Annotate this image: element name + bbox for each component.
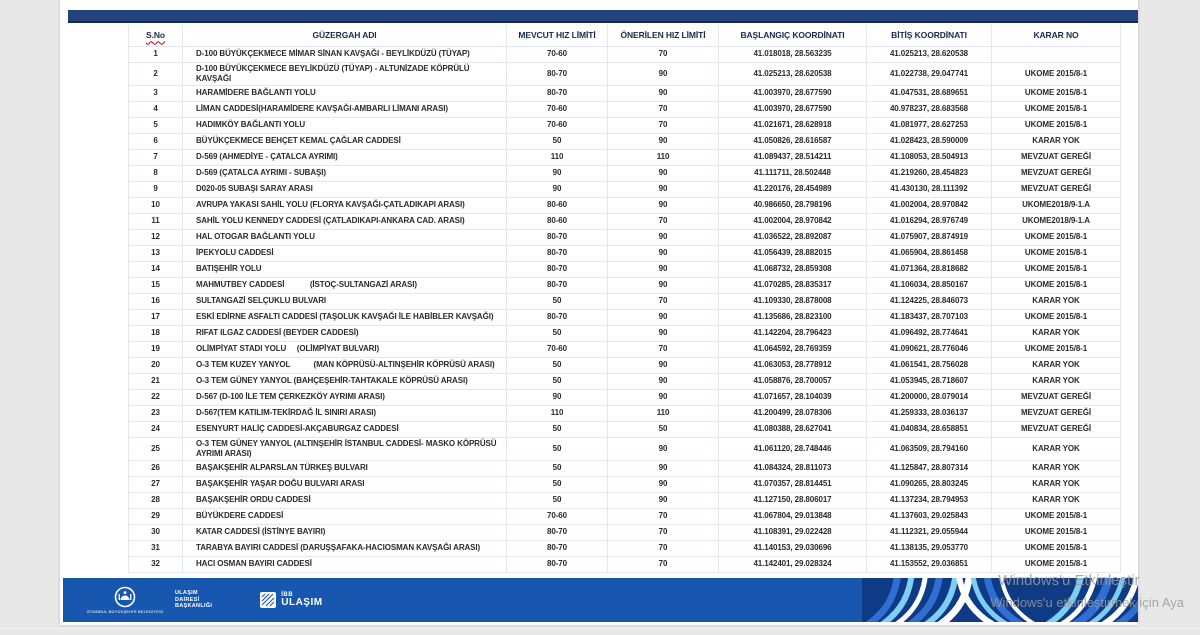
table-cell: 11 [129,213,183,229]
table-cell: BAŞAKŞEHİR ALPARSLAN TÜRKEŞ BULVARI [183,460,507,476]
table-cell: 50 [608,421,719,437]
table-cell: HAL OTOGAR BAĞLANTI YOLU [183,229,507,245]
table-cell: 50 [507,460,608,476]
table-cell: KARAR YOK [992,325,1121,341]
table-cell: 32 [129,556,183,572]
table-cell: 41.003970, 28.677590 [719,101,867,117]
table-row [129,524,1121,540]
table-row [129,556,1121,572]
table-cell: D-567(TEM KATILIM-TEKİRDAĞ İL SINIRI ARASI) [183,405,507,421]
bottom-divider [0,628,1200,629]
table-cell: MAHMUTBEY CADDESİ (İSTOÇ-SULTANGAZİ ARASI) [183,277,507,293]
table-cell: MEVZUAT GEREĞİ [992,181,1121,197]
table-cell: D020-05 SUBAŞI SARAY ARASI [183,181,507,197]
table-cell: 90 [608,181,719,197]
table-cell: 80-60 [507,197,608,213]
table-cell: ESKİ EDİRNE ASFALTI CADDESİ (TAŞOLUK KAVŞAĞI İLE HABİBLER KAVŞAĞI) [183,309,507,325]
table-row [129,46,1121,62]
table-cell: 70 [608,508,719,524]
table-cell: 41.142401, 29.028324 [719,556,867,572]
table-cell: 80-70 [507,245,608,261]
table-cell: 90 [608,62,719,85]
table-cell: 41.053945, 28.718607 [867,373,992,389]
table-cell: 41.084324, 28.811073 [719,460,867,476]
table-cell: 41.016294, 28.976749 [867,213,992,229]
table-row [129,460,1121,476]
table-cell: 41.065904, 28.861458 [867,245,992,261]
table-row [129,85,1121,101]
table-cell: 41.036522, 28.892087 [719,229,867,245]
dept-line: BAŞKANLIĞI [175,603,213,610]
table-cell: 50 [507,133,608,149]
table-title-bar [68,10,1138,23]
table-cell: O-3 TEM GÜNEY YANYOL (ALTINŞEHİR İSTANBUL CADDESİ- MASKO KÖPRÜSÜ AYRIMI ARASI) [183,437,507,460]
table-cell: KATAR CADDESİ (İSTİNYE BAYIRI) [183,524,507,540]
table-cell: 41.108053, 28.504913 [867,149,992,165]
table-cell: 41.125847, 28.807314 [867,460,992,476]
table-cell: UKOME 2015/8-1 [992,245,1121,261]
dept-line: ULAŞIM [175,590,198,597]
table-cell: İPEKYOLU CADDESİ [183,245,507,261]
table-cell: UKOME2018/9-1.A [992,213,1121,229]
table-row [129,213,1121,229]
table-cell: 41.002004, 28.970842 [867,197,992,213]
table-cell: 90 [608,229,719,245]
table-cell: 41.025213, 28.620538 [719,62,867,85]
table-cell: O-3 TEM KUZEY YANYOL (MAN KÖPRÜSÜ-ALTINŞEHİR KÖPRÜSÜ ARASI) [183,357,507,373]
footer-bar [63,578,1138,622]
table-cell: 50 [507,421,608,437]
table-cell: 41.063053, 28.778912 [719,357,867,373]
table-cell: KARAR YOK [992,357,1121,373]
table-cell: BÜYÜKÇEKMECE BEHÇET KEMAL ÇAĞLAR CADDESİ [183,133,507,149]
dept-line: DAİRESİ [175,596,200,603]
table-cell: 41.040834, 28.658851 [867,421,992,437]
transport-department-label [175,590,212,610]
table-cell: 41.109330, 28.878008 [719,293,867,309]
table-cell: BAŞAKŞEHİR YAŞAR DOĞU BULVARI ARASI [183,476,507,492]
table-cell: HARAMİDERE BAĞLANTI YOLU [183,85,507,101]
table-cell: UKOME 2015/8-1 [992,85,1121,101]
table-cell: KARAR YOK [992,460,1121,476]
table-cell: 41.106034, 28.850167 [867,277,992,293]
table-cell: 41.153552, 29.036851 [867,556,992,572]
table-cell: 90 [608,245,719,261]
table-cell: 41.259333, 28.036137 [867,405,992,421]
table-cell: 41.028423, 28.590009 [867,133,992,149]
table-cell: 40.978237, 28.683568 [867,101,992,117]
table-cell: 41.090621, 28.776046 [867,341,992,357]
ibb-logo-caption: İSTANBUL BÜYÜKŞEHİR BELEDİYESİ [86,609,164,614]
table-row [129,229,1121,245]
table-cell: 27 [129,476,183,492]
table-cell: KARAR YOK [992,373,1121,389]
table-cell: 41.127150, 28.806017 [719,492,867,508]
watermark-line1: Windows'u Etkinleştir [998,572,1140,589]
table-cell: 18 [129,325,183,341]
table-cell: 1 [129,46,183,62]
table-cell: 41.070357, 28.814451 [719,476,867,492]
table-cell: 9 [129,181,183,197]
table-cell: LİMAN CADDESİ(HARAMİDERE KAVŞAĞI-AMBARLI LİMANI ARASI) [183,101,507,117]
table-cell: MEVZUAT GEREĞİ [992,405,1121,421]
table-cell: 90 [608,165,719,181]
table-cell: 31 [129,540,183,556]
table-cell: 80-60 [507,213,608,229]
table-row [129,261,1121,277]
table-cell: 90 [608,197,719,213]
table-cell: 14 [129,261,183,277]
table-cell: 70 [608,117,719,133]
speed-limit-table [128,25,1120,573]
table-cell: D-569 (AHMEDİYE - ÇATALCA AYRIMI) [183,149,507,165]
table-cell: 41.021671, 28.628918 [719,117,867,133]
table-cell: 70 [608,213,719,229]
table-cell: 41.018018, 28.563235 [719,46,867,62]
table-cell: 41.047531, 28.689651 [867,85,992,101]
table-cell: O-3 TEM GÜNEY YANYOL (BAHÇEŞEHİR-TAHTAKALE KÖPRÜSÜ ARASI) [183,373,507,389]
table-cell: 80-70 [507,277,608,293]
table-cell: 80-70 [507,261,608,277]
table-row [129,421,1121,437]
table-cell: 23 [129,405,183,421]
table-cell: UKOME 2015/8-1 [992,540,1121,556]
table-row [129,405,1121,421]
table-row [129,357,1121,373]
table-cell: 40.986650, 28.798196 [719,197,867,213]
table-cell: 41.068732, 28.859308 [719,261,867,277]
brand-small-label: İBB [281,592,294,598]
table-cell: 41.080388, 28.627041 [719,421,867,437]
table-cell: D-100 BÜYÜKÇEKMECE BEYLİKDÜZÜ (TÜYAP) - ALTUNİZADE KÖPRÜLÜ KAVŞAĞI [183,62,507,85]
table-cell: 90 [608,460,719,476]
table-cell: D-100 BÜYÜKÇEKMECE MİMAR SİNAN KAVŞAĞI - BEYLİKDÜZÜ (TÜYAP) [183,46,507,62]
table-cell: 41.050826, 28.616587 [719,133,867,149]
table-cell: 41.071657, 28.104039 [719,389,867,405]
table-row [129,341,1121,357]
table-cell: D-567 (D-100 İLE TEM ÇERKEZKÖY AYRIMI ARASI) [183,389,507,405]
table-cell: UKOME 2015/8-1 [992,117,1121,133]
table-cell: RIFAT ILGAZ CADDESİ (BEYDER CADDESİ) [183,325,507,341]
table-cell: 41.135686, 28.823100 [719,309,867,325]
table-cell: KARAR YOK [992,437,1121,460]
table-cell: 41.002004, 28.970842 [719,213,867,229]
table-row [129,277,1121,293]
table-cell: 20 [129,357,183,373]
table-row [129,508,1121,524]
table-cell: 41.096492, 28.774641 [867,325,992,341]
table-cell: UKOME 2015/8-1 [992,101,1121,117]
table-cell: 90 [608,133,719,149]
table-cell: BATIŞEHİR YOLU [183,261,507,277]
table-cell: 22 [129,389,183,405]
table-row [129,325,1121,341]
table-row [129,373,1121,389]
table-cell: 8 [129,165,183,181]
table-row [129,101,1121,117]
table-cell: 90 [608,85,719,101]
ibb-emblem-icon [114,586,136,608]
table-cell: 10 [129,197,183,213]
table-cell: KARAR YOK [992,293,1121,309]
table-cell: 13 [129,245,183,261]
table-cell: 41.022738, 29.047741 [867,62,992,85]
table-cell: UKOME 2015/8-1 [992,261,1121,277]
table-cell: MEVZUAT GEREĞİ [992,165,1121,181]
table-cell: 5 [129,117,183,133]
table-cell: 110 [507,405,608,421]
table-cell: 70 [608,556,719,572]
table-cell: 50 [507,325,608,341]
table-cell: MEVZUAT GEREĞİ [992,149,1121,165]
table-cell: HADIMKÖY BAĞLANTI YOLU [183,117,507,133]
column-header: KARAR NO [992,25,1121,46]
watermark-line2: Windows'u etkinleştirmek için Aya [990,595,1184,610]
table-cell: 41.090265, 28.803245 [867,476,992,492]
table-cell: 28 [129,492,183,508]
table-cell: UKOME 2015/8-1 [992,341,1121,357]
table-cell: 80-70 [507,556,608,572]
table-cell: 41.142204, 28.796423 [719,325,867,341]
table-cell: 41.061541, 28.756028 [867,357,992,373]
table-cell: 15 [129,277,183,293]
table-cell: 50 [507,476,608,492]
table-cell: 29 [129,508,183,524]
table-cell: 110 [507,149,608,165]
table-cell: 19 [129,341,183,357]
table-cell: 90 [507,165,608,181]
table-row [129,165,1121,181]
table-row [129,197,1121,213]
table-cell: BAŞAKŞEHİR ORDU CADDESİ [183,492,507,508]
table-cell: 41.430130, 28.111392 [867,181,992,197]
table-cell: 26 [129,460,183,476]
table-row [129,62,1121,85]
table-cell: 110 [608,405,719,421]
table-row [129,181,1121,197]
table-cell: 41.089437, 28.514211 [719,149,867,165]
table-cell: 80-70 [507,524,608,540]
table-cell: 50 [507,437,608,460]
table-cell: 41.124225, 28.846073 [867,293,992,309]
table-cell: 70 [608,46,719,62]
brand-large-label: ULAŞIM [281,597,323,608]
table-cell: 7 [129,149,183,165]
table-cell: UKOME 2015/8-1 [992,508,1121,524]
table-cell: UKOME 2015/8-1 [992,62,1121,85]
table-cell: UKOME 2015/8-1 [992,277,1121,293]
table-cell: 41.067804, 29.013848 [719,508,867,524]
table-cell: 41.025213, 28.620538 [867,46,992,62]
table-cell: 90 [507,389,608,405]
table-cell: 90 [608,309,719,325]
table-cell: 41.056439, 28.882015 [719,245,867,261]
table-cell: 41.081977, 28.627253 [867,117,992,133]
table-cell: 25 [129,437,183,460]
table-row [129,245,1121,261]
table-row [129,492,1121,508]
table-cell: 80-70 [507,309,608,325]
table-cell: KARAR YOK [992,492,1121,508]
table-cell: 41.200000, 28.079014 [867,389,992,405]
table-cell: 2 [129,62,183,85]
table-cell: 70-60 [507,117,608,133]
table-cell: 41.140153, 29.030696 [719,540,867,556]
table-cell: 41.058876, 28.700057 [719,373,867,389]
table-cell: 41.061120, 28.748446 [719,437,867,460]
wave-pattern [862,578,1138,622]
table-cell: 41.137603, 29.025843 [867,508,992,524]
column-header: GÜZERGAH ADI [183,25,507,46]
table-cell: 70-60 [507,341,608,357]
table-cell: UKOME 2015/8-1 [992,309,1121,325]
table-cell: 110 [608,149,719,165]
table-body [129,46,1121,572]
table-row [129,117,1121,133]
table-cell: 90 [608,476,719,492]
table-cell: D-569 (ÇATALCA AYRIMI - SUBAŞI) [183,165,507,181]
table-cell: 70 [608,101,719,117]
table-cell: 41.108391, 29.022428 [719,524,867,540]
table-cell: 90 [608,373,719,389]
column-header: ÖNERİLEN HIZ LİMİTİ [608,25,719,46]
table-cell: 70 [608,540,719,556]
table-cell: 41.071364, 28.818682 [867,261,992,277]
table-cell: 80-70 [507,62,608,85]
table-cell: 70 [608,524,719,540]
table-cell: 41.064592, 28.769359 [719,341,867,357]
table-cell: 24 [129,421,183,437]
table-cell: KARAR YOK [992,476,1121,492]
table-cell: SAHİL YOLU KENNEDY CADDESİ (ÇATLADIKAPI-ANKARA CAD. ARASI) [183,213,507,229]
table-cell: HACI OSMAN BAYIRI CADDESİ [183,556,507,572]
table-cell: 70-60 [507,508,608,524]
table-cell: 70-60 [507,46,608,62]
table-cell: 80-70 [507,540,608,556]
column-header: BAŞLANGIÇ KOORDİNATI [719,25,867,46]
table-cell: 41.137234, 28.794953 [867,492,992,508]
table-cell: 6 [129,133,183,149]
table-row [129,133,1121,149]
table-cell: 90 [608,437,719,460]
table-row [129,149,1121,165]
table-cell: 41.112321, 29.055944 [867,524,992,540]
ibb-municipality-logo [86,586,164,614]
table-cell: BÜYÜKDERE CADDESİ [183,508,507,524]
table-cell [992,46,1121,62]
table-cell: 90 [608,492,719,508]
table-cell: 41.070285, 28.835317 [719,277,867,293]
table-cell: 41.111711, 28.502448 [719,165,867,181]
table-cell: 41.219260, 28.454823 [867,165,992,181]
table-cell: 80-70 [507,229,608,245]
table-row [129,540,1121,556]
table-cell: AVRUPA YAKASI SAHİL YOLU (FLORYA KAVŞAĞI-ÇATLADIKAPI ARASI) [183,197,507,213]
table-cell: MEVZUAT GEREĞİ [992,421,1121,437]
table-cell: UKOME 2015/8-1 [992,556,1121,572]
table-cell: 41.220176, 28.454989 [719,181,867,197]
table-cell: 90 [608,261,719,277]
table-cell: 41.003970, 28.677590 [719,85,867,101]
table-row [129,309,1121,325]
table-header-row [129,25,1121,46]
table-cell: 3 [129,85,183,101]
table-row [129,476,1121,492]
table-cell: ESENYURT HALİÇ CADDESİ-AKÇABURGAZ CADDESİ [183,421,507,437]
ibb-ulasim-logo [260,592,322,608]
table-cell: 90 [507,181,608,197]
table-cell: KARAR YOK [992,133,1121,149]
column-header: MEVCUT HIZ LİMİTİ [507,25,608,46]
ibb-ulasim-icon [260,592,276,608]
table-cell: 90 [608,389,719,405]
table-cell: 4 [129,101,183,117]
table-cell: 41.063509, 28.794160 [867,437,992,460]
table-cell: 41.075907, 28.874919 [867,229,992,245]
table-cell: 41.200499, 28.078306 [719,405,867,421]
table-cell: OLİMPİYAT STADI YOLU (OLİMPİYAT BULVARI) [183,341,507,357]
table-cell: 16 [129,293,183,309]
table-cell: 80-70 [507,85,608,101]
table-cell: MEVZUAT GEREĞİ [992,389,1121,405]
table-cell: SULTANGAZİ SELÇUKLU BULVARI [183,293,507,309]
table-cell: 90 [608,325,719,341]
table-cell: 50 [507,492,608,508]
table-cell: 50 [507,373,608,389]
table-cell: UKOME 2015/8-1 [992,229,1121,245]
table-cell: 90 [608,357,719,373]
table-cell: 17 [129,309,183,325]
table-cell: 70 [608,293,719,309]
table-cell: UKOME 2015/8-1 [992,524,1121,540]
column-header: BİTİŞ KOORDİNATI [867,25,992,46]
table-cell: UKOME2018/9-1.A [992,197,1121,213]
table-cell: 30 [129,524,183,540]
table-cell: 41.138135, 29.053770 [867,540,992,556]
table-cell: 50 [507,293,608,309]
table-row [129,389,1121,405]
table-cell: 70 [608,341,719,357]
table-cell: 41.183437, 28.707103 [867,309,992,325]
table-row [129,437,1121,460]
table-row [129,293,1121,309]
table-cell: 50 [507,357,608,373]
table-cell: 90 [608,277,719,293]
table-cell: 12 [129,229,183,245]
table-cell: 21 [129,373,183,389]
table-cell: 70-60 [507,101,608,117]
table-cell: TARABYA BAYIRI CADDESİ (DARUŞŞAFAKA-HACIOSMAN KAVŞAĞI ARASI) [183,540,507,556]
column-header: S.No [129,25,183,46]
